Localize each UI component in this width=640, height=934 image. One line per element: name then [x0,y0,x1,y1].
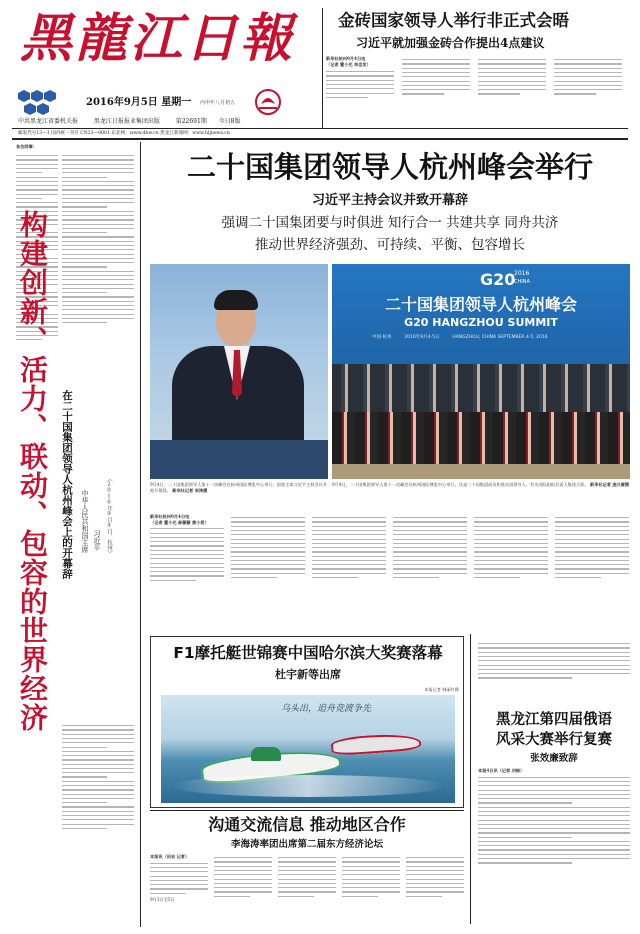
banner-place-cn: 中国·杭州 [372,335,392,340]
vertical-headline: 构建创新、活力、联动、包容的世界经济 [16,210,49,732]
speech-col-c [62,722,134,922]
masthead-bottom-rule [12,138,628,140]
top-story-col-1 [326,56,394,126]
top-story-col-2 [402,56,470,126]
exchange-headline: 沟通交流信息 推动地区合作 [208,815,406,834]
stage-floor [332,464,630,479]
top-story-byline: （记者 霍小光 李忠发） [326,61,371,67]
left-column-rule [140,142,141,927]
masthead-codes: 邮发代号13—1 国内统一刊号 CN23—0001 东北网：www.dbw.cn 黑龙江新闻网：www.hljnews.cn [18,131,230,136]
banner-place-en: HANGZHOU, CHINA SEPTEMBER 4-5, 2016 [452,335,548,340]
vertical-deck: 在二十国集团领导人杭州峰会上的开幕辞 [61,390,73,579]
lead-col-1 [150,514,224,632]
lead-col-4 [393,514,467,632]
russia-dateline: 本报4日讯（记者 刘畅） [478,768,525,773]
right-column-rule [470,634,471,924]
lead-story-headline: 二十国集团领导人杭州峰会举行 [186,150,593,184]
photo2-caption-text: 9月4日，二十国集团领导人第十一次峰会在杭州国际博览中心举行。这是二十国集团成员和嘉宾国领导人、有关国际组织负责人集体合影。 [332,482,589,487]
f1-subhead: 杜宇新等出席 [275,668,341,681]
exchange-col-1 [150,854,208,928]
lead-story-body [150,514,630,634]
issue-number: 第22691期 [175,118,207,125]
exchange-dateline-2: 9月3日至5日 [150,896,175,902]
masthead-divider [12,128,628,129]
top-story-col-4 [554,56,622,126]
lead-col-right-continued [478,640,630,706]
publisher: 黑龙江日报报业集团出版 [93,118,160,125]
top-story [320,6,630,128]
photo1-credit: 新华社记者 李涛摄 [172,487,208,493]
photo2-caption [332,482,630,514]
newspaper-emblem-icon [253,88,283,116]
exchange-dateline: 本报讯（田岩 记者） [150,854,190,859]
issue-date: 2016年9月5日 星期一 [86,97,192,108]
vertical-deck-author: 习近平 [93,530,101,551]
party-organ: 中共黑龙江省委机关报 [18,118,79,125]
lunar-date: 丙申年八月初五 [200,100,236,106]
lead-byline: （记者 霍小光 郝薇薇 黄小希） [150,519,209,525]
top-story-body [326,56,626,126]
newspaper-title: 黑龍江日報 [20,8,296,69]
lead-story-subhead: 习近平主持会议并致开幕辞 [311,193,468,208]
russia-subhead: 张效廉致辞 [530,753,578,764]
masthead-organ-row [18,117,318,126]
lead-col-3 [312,514,386,632]
f1-boat-photo [161,695,455,803]
f1-headline: F1摩托艇世锦赛中国哈尔滨大奖赛落幕 [173,644,443,662]
russia-headline-2: 风采大赛举行复赛 [496,732,612,748]
f1-photo-title: 乌头出，追舟竞渡争先 [281,704,372,714]
podium [150,440,328,479]
lead-col-2 [231,514,305,632]
g20-logo [480,270,550,290]
top-story-dateline-place: 新华社杭州9月4日电 [326,56,366,61]
exchange-top-rule [150,810,464,811]
exchange-col-4 [342,854,400,928]
page-count: 今日8版 [218,118,241,125]
f1-photo-credit: 本报记者 韩丽红摄 [424,687,459,692]
exchange-col-5 [406,854,464,928]
speaker-hair [214,290,258,310]
vertical-deck-author-title: 中华人民共和国主席 [81,490,89,553]
lead-dateline: 新华社杭州9月4日电 [150,514,190,519]
speech-salutation: 各位同事： [16,144,37,149]
leaders-front-row [332,412,630,464]
photo-leader-speaking [150,264,328,479]
f1-boat-cockpit [251,747,281,761]
top-story-col-3 [478,56,546,126]
lead-story-deck-1: 强调二十国集团要与时俱进 知行合一 共建共享 同舟共济 [221,215,559,231]
photo1-caption [150,482,328,514]
photo1-caption-text: 9月4日，二十国集团领导人第十一次峰会在杭州国际博览中心举行。国家主席习近平主持会议并致开幕辞。 [150,482,328,493]
vertical-deck-date: （2016年9月4日，杭州） [106,476,112,556]
hexagon-logo-icon [18,90,58,116]
top-story-left-rule [322,8,323,128]
photo-group-leaders [332,264,630,479]
leaders-back-row [332,364,630,414]
exchange-body [150,854,464,928]
top-story-headline: 金砖国家领导人举行非正式会晤 [338,11,569,30]
russia-body [478,768,630,928]
banner-title-cn: 二十国集团领导人杭州峰会 [384,295,577,314]
top-story-subhead: 习近平就加强金砖合作提出4点建议 [356,36,545,50]
exchange-subhead: 李海涛率团出席第二届东方经济论坛 [230,839,383,850]
banner-place [372,334,602,341]
f1-story-box [150,636,464,808]
lead-story-deck-2: 推动世界经济强劲、可持续、平衡、包容增长 [255,237,525,253]
russia-headline-1: 黑龙江第四届俄语 [496,712,612,728]
exchange-col-2 [214,854,272,928]
f1-water-spray [171,775,445,797]
banner-title-en: G20 HANGZHOU SUMMIT [404,316,558,329]
g20-logo-text: G20 [480,270,516,289]
exchange-col-3 [278,854,336,928]
lead-col-5 [474,514,548,632]
lead-col-6 [555,514,629,632]
photo2-credit: 新华社记者 庞兴雷摄 [589,482,630,487]
banner-date: 2016年9月4-5日 [404,335,440,340]
top-story-col-1-text [326,68,394,101]
f1-boat-back [330,732,421,756]
g20-year: 2016 [514,270,530,277]
g20-country: CHINA [514,279,530,285]
